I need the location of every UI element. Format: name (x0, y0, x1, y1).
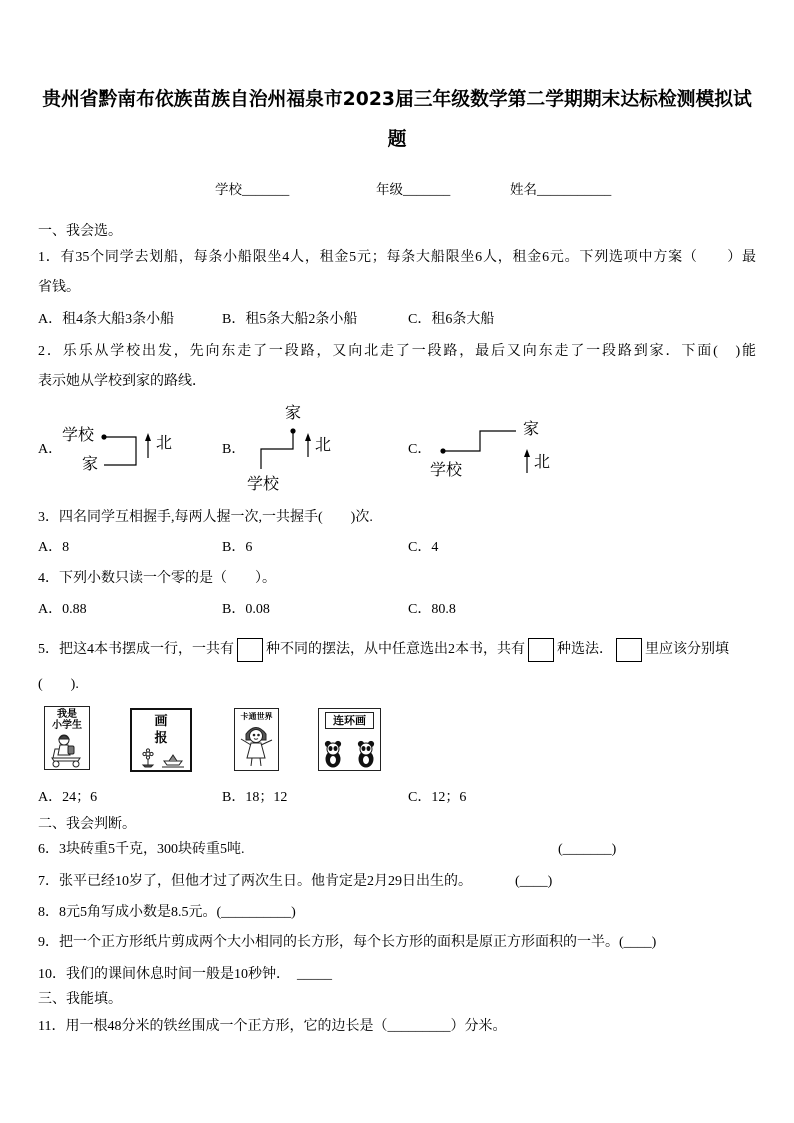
book-cover-2 (130, 708, 192, 772)
route-a-school-label: 学校 (62, 427, 95, 444)
q2-option-b-letter: B． (222, 442, 246, 457)
q5-answer-box-3 (616, 638, 642, 662)
child-on-scooter-icon (45, 707, 89, 769)
north-arrow-a-icon (145, 433, 151, 458)
q2-text-line-1: 2．乐乐从学校出发，先向东走了一段路，又向北走了一段路，最后又向东走了一段路到家．下面( )能 (38, 344, 756, 359)
route-b-path (261, 428, 296, 469)
book-2-title-line-2: 报 (154, 731, 168, 746)
exam-title-line-2: 题 (387, 129, 407, 150)
q2-route-diagrams (0, 400, 600, 500)
book-3-title: 卡通世界 (240, 712, 273, 721)
book-2-illustration (132, 710, 190, 770)
book-cover-4 (318, 708, 381, 771)
school-blank: _______ (242, 182, 290, 197)
q4-option-b: B．0.08 (222, 602, 270, 617)
book-cover-3 (234, 708, 279, 771)
q5-text-part-1: 5．把这4本书摆成一行，一共有 (38, 642, 234, 658)
q9-answer-blank: (____) (619, 935, 657, 950)
q5-option-b: B．18；12 (222, 790, 288, 805)
q5-text-part-3: 种选法． (557, 642, 613, 658)
grade-field (376, 180, 450, 200)
name-blank: ___________ (537, 182, 612, 197)
book-1-title-line-1: 我是 (57, 709, 77, 720)
book-4-title: 连环画 (333, 714, 366, 727)
q5-text-part-4: 里应该分别填 (645, 642, 729, 658)
route-a-home-label: 家 (82, 456, 99, 473)
route-c-school-label: 学校 (430, 462, 463, 479)
q8-answer-blank: (__________) (216, 905, 296, 920)
q5-text-line-2: ( ). (38, 677, 79, 692)
panda-icon (325, 741, 340, 767)
q3-text: 3．四名同学互相握手,每两人握一次,一共握手( )次. (38, 510, 373, 525)
q2-text-line-2: 表示她从学校到家的路线． (38, 374, 206, 389)
q5-option-a: A．24；6 (38, 790, 98, 805)
q1-option-c: C．租6条大船 (408, 312, 495, 327)
q10-answer-blank: _____ (297, 967, 332, 982)
school-field (215, 180, 289, 200)
name-label: 姓名 (510, 182, 537, 197)
q2-option-a-letter: A． (38, 442, 63, 457)
q7-answer-blank: (____) (515, 874, 553, 889)
q3-option-b: B．6 (222, 540, 253, 555)
north-arrow-c-icon (524, 449, 530, 473)
q11-answer-blank: （_________） (373, 1019, 465, 1034)
name-field (510, 180, 611, 200)
book-cover-1 (44, 706, 90, 770)
section-1-heading: 一、我会选。 (38, 224, 122, 239)
q2-option-c-letter: C． (408, 442, 432, 457)
panda-icon (358, 741, 373, 767)
q9-text: 9．把一个正方形纸片剪成两个大小相同的长方形，每个长方形的面积是原正方形面积的一半。 (38, 935, 619, 950)
q4-option-a: A．0.88 (38, 602, 87, 617)
q4-option-c: C．80.8 (408, 602, 456, 617)
q5-option-c: C．12；6 (408, 790, 467, 805)
q11-line (38, 1017, 506, 1037)
q7-text: 7．张平已经10岁了，但他才过了两次生日。他肯定是2月29日出生的。 (38, 874, 472, 889)
q5-text-line-1 (38, 638, 729, 662)
q5-answer-box-1 (237, 638, 263, 662)
book-2-title-line-1: 画 (154, 714, 168, 729)
q1-option-b: B．租5条大船2条小船 (222, 312, 358, 327)
q11-text-before: 11．用一根48分米的铁丝围成一个正方形，它的边长是 (38, 1019, 374, 1034)
route-a-path (101, 434, 136, 465)
q10-text: 10．我们的课间休息时间一般是10秒钟． (38, 967, 290, 982)
route-c-north-label: 北 (534, 454, 551, 471)
q11-text-after: 分米。 (464, 1019, 507, 1034)
q8-line (38, 903, 296, 923)
flower-icon (143, 749, 153, 767)
q10-line (38, 965, 332, 985)
route-c-home-label: 家 (523, 421, 540, 438)
q6-text: 6．3块砖重5千克，300块砖重5吨. (38, 842, 245, 857)
north-arrow-b-icon (305, 433, 311, 457)
q3-option-c: C．4 (408, 540, 439, 555)
grade-blank: _______ (403, 182, 451, 197)
q6-answer-blank: (_______) (558, 842, 617, 857)
cartoon-girl-icon (235, 709, 278, 770)
q5-answer-box-2 (528, 638, 554, 662)
school-label: 学校 (215, 182, 242, 197)
route-b-north-label: 北 (315, 437, 332, 454)
q9-line (38, 933, 656, 953)
q8-text: 8．8元5角写成小数是8.5元。 (38, 905, 217, 920)
q3-option-a: A．8 (38, 540, 70, 555)
route-c-path (440, 431, 516, 454)
book-4-illustration (319, 709, 380, 770)
grade-label: 年级 (376, 182, 403, 197)
exam-title-line-1: 贵州省黔南布依族苗族自治州福泉市2023届三年级数学第二学期期末达标检测模拟试 (42, 89, 752, 110)
route-b-home-label: 家 (285, 405, 302, 422)
boat-icon (162, 755, 184, 767)
q1-option-a: A．租4条大船3条小船 (38, 312, 175, 327)
book-1-title-line-2: 小学生 (52, 720, 82, 731)
q4-text: 4．下列小数只读一个零的是（ ）。 (38, 571, 276, 586)
section-2-heading: 二、我会判断。 (38, 817, 136, 832)
route-b-school-label: 学校 (247, 476, 280, 493)
q5-text-part-2: 种不同的摆法，从中任意选出2本书，共有 (266, 642, 525, 658)
q1-text-line-2: 省钱。 (38, 280, 80, 295)
section-3-heading: 三、我能填。 (38, 992, 122, 1007)
q1-text-line-1: 1．有35个同学去划船，每条小船限坐4人，租金5元；每条大船限坐6人，租金6元。下列选项中方案（ ）最 (38, 250, 756, 265)
route-a-north-label: 北 (156, 435, 173, 452)
